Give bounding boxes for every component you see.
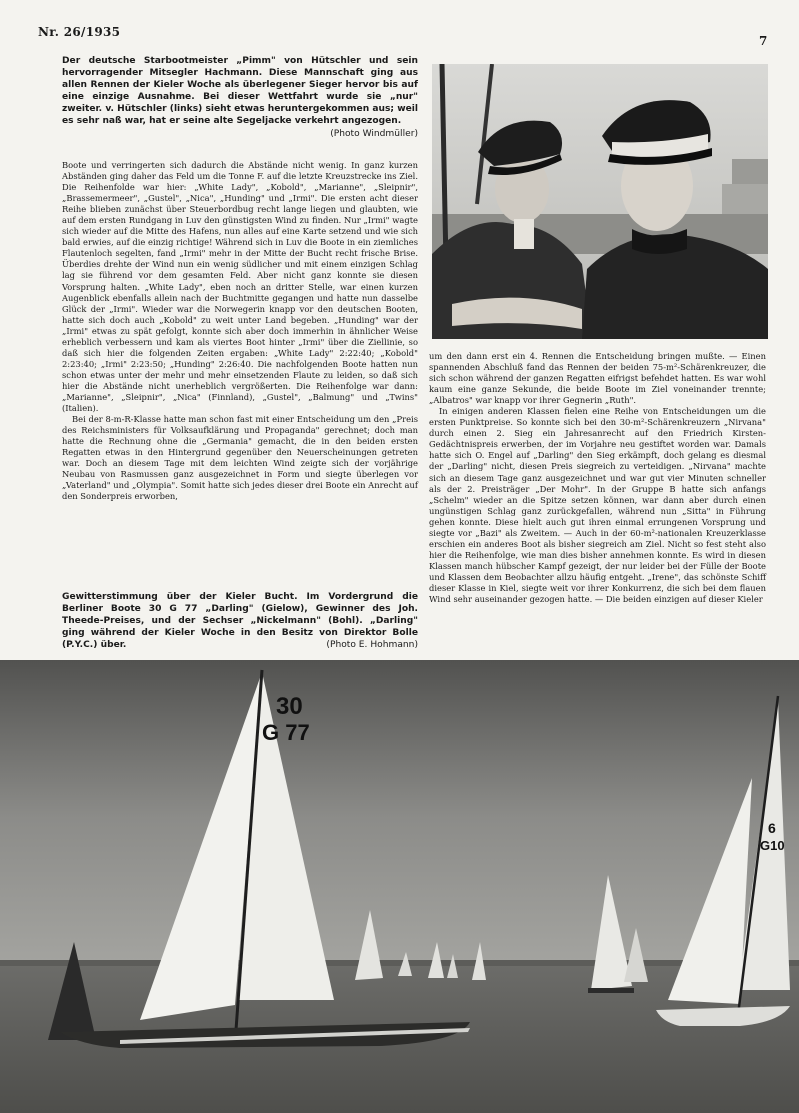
paragraph: In einigen anderen Klassen fielen eine Reihe von Entscheidungen um die ersten Punktpreise. So konnte sich bei den 30-m²-Schärenkreuzern „Nirvana" durch einen 2. Sieg ein Jahresanrecht auf den Friedrich Kirsten-Gedächtnispreis erwerben, der im Vorjahre neu gestiftet worden war. Damals hatte sich O. Engel auf „Darling" den Sieg erkämpft, doch gelang es diesmal der „Darling" nicht, diesen Preis siegreich zu verteidigen. „Nirvana" machte sich an diesem Tage ganz ausgezeichnet und war gut vier Minuten schneller als der 2. Preisträger „Der Mohr". In der Gruppe B hatte sich anfangs „Schelm" wieder an die Spitze setzen können, war dann aber durch einen ungünstigen Schlag ganz zurückgefallen, während nun „Sitta" in Führung gehen konnte. Diese hielt auch gut ihren einmal errungenen Vorsprung und siegte vor „Bazi" als Zweitem. — Auch in der 60-m²-nationalen Kreuzerklasse erschien ein anderes Boot als bisher siegreich am Ziel. Nicht so fest steht also hier die Reihenfolge, wie man dies bisher annehmen konnte. Es wird in diesen Klassen manch hübscher Kampf gezeigt, der nur leider bei der Fülle der Boote und Klassen dem Beobachter allzu häufig entgeht. „Irene", das schönste Schiff dieser Klasse in Kiel, siegte weit vor ihrer Konkurrenz, die sich bei dem flauen Wind sehr auseinander gezogen hatte. — Die beiden einzigen auf dieser Kieler xyxy=(429,406,766,605)
article-column-left xyxy=(62,160,418,502)
sail-number-top: 30 xyxy=(276,693,303,720)
caption-bottom-text: Gewitterstimmung über der Kieler Bucht. Im Vordergrund die Berliner Boote 30 G 77 „Darling" (Gielow), Gewinner des Joh. Theede-Preises, und der Sechser „Nickelmann" (Bohl). „Darling" ging während der Kieler Woche in den Besitz von Direktor Bolle (P.Y.C.) über. xyxy=(62,592,418,651)
photo-caption-bottom xyxy=(62,591,418,651)
sailors-portrait-photo xyxy=(432,64,768,339)
sail-number-bottom: G10 xyxy=(760,838,785,853)
caption-top-text: Der deutsche Starbootmeister „Pimm" von Hütschler und sein hervorragender Mitsegler Hachmann. Diese Mannschaft ging aus allen Rennen der Kieler Woche als überlegener Sieger hervor bis auf eine einzige Ausnahme. Bei dieser Wettfahrt wurde sie „nur" zweiter. v. Hütschler (links) sieht etwas heruntergekommen aus; weil es sehr naß war, hat er seine alte Segeljacke verkehrt angezogen. xyxy=(62,56,418,127)
paragraph: Bei der 8-m-R-Klasse hatte man schon fast mit einer Entscheidung um den „Preis des Reichsministers für Volksaufklärung und Propaganda" gerechnet; doch man hatte die Rechnung ohne die „Germania" gemacht, die in den beiden ersten Regatten etwas in den Hintergrund gegenüber den Neuerscheinungen getreten war. Doch an diesem Tage mit dem leichten Wind zeigte sich der vorjährige Neubau von Rasmussen ganz ausgezeichnet in Form und siegte überlegen vor „Vaterland" und „Olympia". Somit hatte sich jedes dieser drei Boote ein Anrecht auf den Sonderpreis erworben, xyxy=(62,414,418,502)
sail-number-top: 6 xyxy=(768,820,776,836)
caption-top-credit: (Photo Windmüller) xyxy=(330,128,418,139)
photo-caption-top xyxy=(62,55,418,140)
paragraph: Boote und verringerten sich dadurch die Abstände nicht wenig. In ganz kurzen Abständen ging daher das Feld um die Tonne F. auf die letzte Kreuzstrecke ins Ziel. Die Reihenfolde war hier: „White Lady", „Kobold", „Marianne", „Sleipnir", „Brassemermeer", „Gustel", „Nica", „Hunding" und „Irmi". Die ersten acht dieser Reihe blieben zunächst über Steuerbordbug recht lange liegen und glaubten, wie auf dem ersten Rundgang in Luv den günstigsten Wind zu finden. Nur „Irmi" wagte sich wieder auf die Mitte des Hafens, nun alles auf eine Karte setzend und wie sich bald erwies, auf die einzig richtige! Während sich in Luv die Boote in ein ziemliches Flautenloch segelten, fand „Irmi" mehr in der Mitte der Bucht recht frische Brise. Überdies drehte der Wind nun ein wenig südlicher und mit einem einzigen Schlag lag sie führend vor dem gesamten Feld. Aber nicht ganz konnte sie diesen Vorsprung halten. „White Lady", eben noch an dritter Stelle, war einen kurzen Augenblick ebenfalls allein nach der Buchtmitte gegangen und hatte nun dasselbe Glück der „Irmi". Wieder war die Norwegerin knapp vor den deutschen Booten, hatte sich doch auch „Kobold" zu weit unter Land begeben. „Hunding" war der „Irmi" etwas zu spät gefolgt, konnte sich aber doch immerhin in ähnlicher Weise erheblich verbessern und kam als viertes Boot hinter „Irmi" über die Ziellinie, so daß sich hier die folgenden Zeiten ergaben: „White Lady" 2:22:40; „Kobold" 2:23:40; „Irmi" 2:23:50; „Hunding" 2:26:40. Die nachfolgenden Boote hatten nun schon etwas unter der mehr und mehr einsetzenden Flaute zu leiden, so daß sich hier die Abstände nicht unerheblich vergrößerten. Die Reihenfolge war dann: „Marianne", „Sleipnir", „Nica" (Finnland), „Gustel", „Balmung" und „Twins" (Italien). xyxy=(62,160,418,414)
page-number: 7 xyxy=(759,34,768,48)
sail-number-bottom: G 77 xyxy=(262,720,310,745)
caption-bottom-credit: (Photo E. Hohmann) xyxy=(326,640,418,651)
regatta-sailboats-photo xyxy=(0,660,799,1113)
issue-number: Nr. 26/1935 xyxy=(38,25,121,39)
paragraph: um den dann erst ein 4. Rennen die Entscheidung bringen mußte. — Einen spannenden Abschluß fand das Rennen der beiden 75-m²-Schärenkreuzer, die sich schon während der ganzen Regatten eifrigst befehdet hatten. Es war wohl kaum eine ganze Sekunde, die beide Boote im Ziel voneinander trennte; „Albatros" war knapp vor ihrer Gegnerin „Ruth". xyxy=(429,351,766,406)
article-column-right xyxy=(429,351,766,605)
